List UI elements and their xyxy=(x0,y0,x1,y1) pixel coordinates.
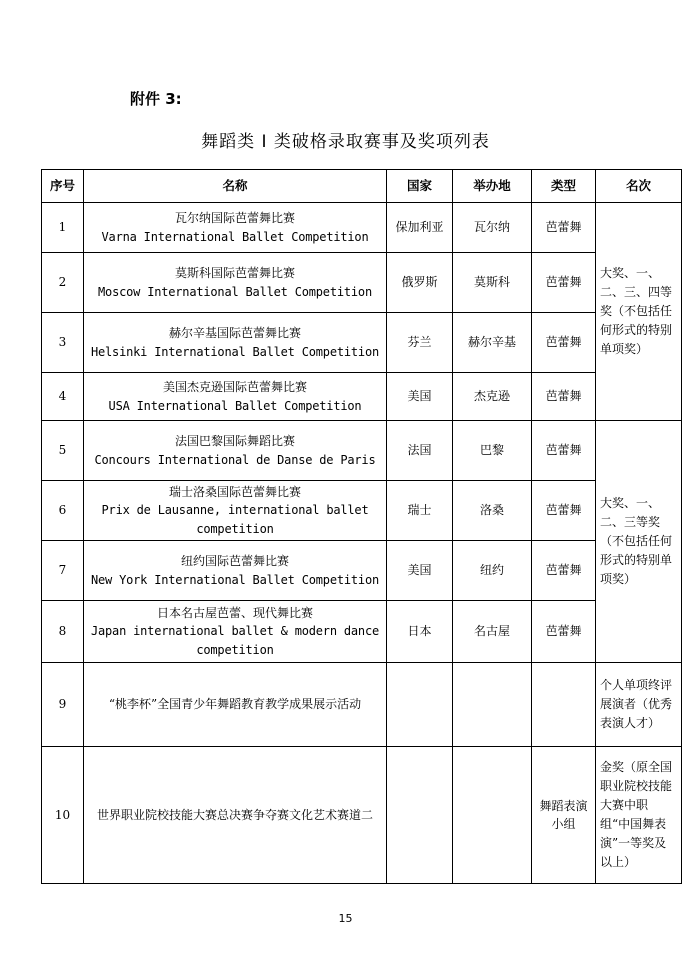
name-en: Varna International Ballet Competition xyxy=(101,229,369,244)
row-country: 保加利亚 xyxy=(387,203,453,253)
table-row xyxy=(42,601,682,663)
name-en: Moscow International Ballet Competition xyxy=(98,284,372,299)
row-type: 舞蹈表演小组 xyxy=(532,747,596,884)
row-venue: 纽约 xyxy=(453,541,532,601)
table-row xyxy=(42,421,682,481)
row-venue: 洛桑 xyxy=(453,481,532,541)
table-row xyxy=(42,373,682,421)
row-name xyxy=(84,421,387,481)
row-name xyxy=(84,601,387,663)
table-row xyxy=(42,481,682,541)
row-type: 芭蕾舞 xyxy=(532,203,596,253)
row-name xyxy=(84,663,387,747)
row-name xyxy=(84,203,387,253)
row-type: 芭蕾舞 xyxy=(532,253,596,313)
name-cn: 莫斯科国际芭蕾舞比赛 xyxy=(174,266,295,280)
page-title: 舞蹈类 Ⅰ 类破格录取赛事及奖项列表 xyxy=(201,132,490,152)
row-venue: 名古屋 xyxy=(453,601,532,663)
row-type: 芭蕾舞 xyxy=(532,481,596,541)
row-country xyxy=(387,747,453,884)
row-venue: 巴黎 xyxy=(453,421,532,481)
row-venue: 瓦尔纳 xyxy=(453,203,532,253)
name-cn: 纽约国际芭蕾舞比赛 xyxy=(180,554,289,568)
row-type: 芭蕾舞 xyxy=(532,601,596,663)
header-venue: 举办地 xyxy=(453,170,532,203)
row-no: 1 xyxy=(42,203,84,253)
row-country: 芬兰 xyxy=(387,313,453,373)
header-country: 国家 xyxy=(387,170,453,203)
header-type: 类型 xyxy=(532,170,596,203)
row-venue: 赫尔辛基 xyxy=(453,313,532,373)
name-cn: 法国巴黎国际舞蹈比赛 xyxy=(174,434,295,448)
row-venue: 杰克逊 xyxy=(453,373,532,421)
row-type: 芭蕾舞 xyxy=(532,313,596,373)
name-en: New York International Ballet Competition xyxy=(90,572,379,587)
rank-group-1: 大奖、一、二、三、四等奖（不包括任何形式的特别单项奖） xyxy=(596,203,682,421)
row-no: 4 xyxy=(42,373,84,421)
row-no: 6 xyxy=(42,481,84,541)
name-en: Japan international ballet & modern dance competition xyxy=(90,624,379,657)
rank-group-2: 大奖、一、二、三等奖（不包括任何形式的特别单项奖） xyxy=(596,421,682,663)
row-country: 日本 xyxy=(387,601,453,663)
table-row xyxy=(42,541,682,601)
table-row xyxy=(42,253,682,313)
row-country: 俄罗斯 xyxy=(387,253,453,313)
row-type: 芭蕾舞 xyxy=(532,541,596,601)
name-cn: 赫尔辛基国际芭蕾舞比赛 xyxy=(168,326,301,340)
row-type: 芭蕾舞 xyxy=(532,421,596,481)
name-cn: 瑞士洛桑国际芭蕾舞比赛 xyxy=(168,484,301,499)
name-cn: 世界职业院校技能大赛总决赛争夺赛文化艺术赛道二 xyxy=(96,807,373,822)
competition-table xyxy=(41,169,682,884)
name-en: Helsinki International Ballet Competition xyxy=(90,344,379,359)
page-number: 15 xyxy=(338,912,353,925)
row-no: 3 xyxy=(42,313,84,373)
row-country: 美国 xyxy=(387,541,453,601)
row-venue xyxy=(453,663,532,747)
name-cn: 瓦尔纳国际芭蕾舞比赛 xyxy=(174,211,295,225)
table-header-row xyxy=(42,170,682,203)
row-no: 5 xyxy=(42,421,84,481)
table-row xyxy=(42,203,682,253)
row-no: 7 xyxy=(42,541,84,601)
row-type: 芭蕾舞 xyxy=(532,373,596,421)
row-country: 美国 xyxy=(387,373,453,421)
row-country: 法国 xyxy=(387,421,453,481)
name-cn: “桃李杯”全国青少年舞蹈教育教学成果展示活动 xyxy=(108,697,362,712)
row-name xyxy=(84,253,387,313)
table-row xyxy=(42,747,682,884)
row-type xyxy=(532,663,596,747)
row-no: 10 xyxy=(42,747,84,884)
header-rank: 名次 xyxy=(596,170,682,203)
row-name xyxy=(84,313,387,373)
row-venue: 莫斯科 xyxy=(453,253,532,313)
header-no: 序号 xyxy=(42,170,84,203)
name-en: Prix de Lausanne, international ballet competition xyxy=(101,503,369,536)
name-cn: 美国杰克逊国际芭蕾舞比赛 xyxy=(162,380,307,394)
attachment-label: 附件 3: xyxy=(130,90,182,108)
row-name xyxy=(84,747,387,884)
row-name xyxy=(84,481,387,541)
rank-row-9: 个人单项终评展演者（优秀表演人才） xyxy=(596,663,682,747)
row-no: 8 xyxy=(42,601,84,663)
row-country xyxy=(387,663,453,747)
row-country: 瑞士 xyxy=(387,481,453,541)
name-en: USA International Ballet Competition xyxy=(108,398,362,413)
row-name xyxy=(84,373,387,421)
table-row xyxy=(42,663,682,747)
row-name xyxy=(84,541,387,601)
row-no: 9 xyxy=(42,663,84,747)
table-row xyxy=(42,313,682,373)
name-cn: 日本名古屋芭蕾、现代舞比赛 xyxy=(156,605,313,620)
row-no: 2 xyxy=(42,253,84,313)
rank-row-10: 金奖（原全国职业院校技能大赛中职组“中国舞表演”一等奖及以上） xyxy=(596,747,682,884)
row-venue xyxy=(453,747,532,884)
header-name: 名称 xyxy=(84,170,387,203)
name-en: Concours International de Danse de Paris xyxy=(94,452,376,467)
